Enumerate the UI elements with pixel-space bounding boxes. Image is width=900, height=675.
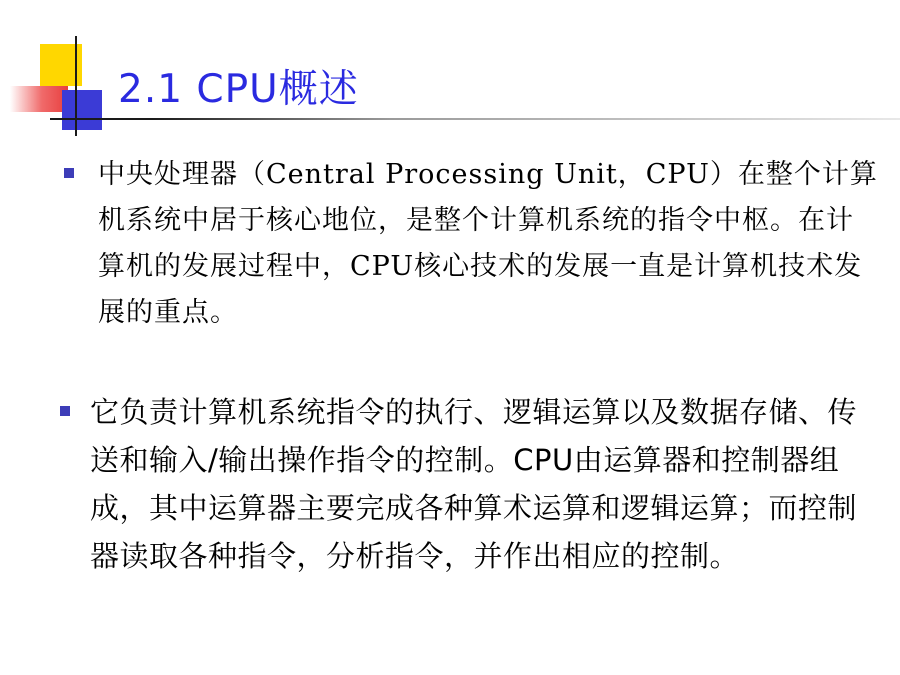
decor-red-bar — [10, 86, 68, 112]
slide-title: 2.1 CPU概述 — [118, 67, 359, 112]
bullet-text-2: 它负责计算机系统指令的执行、逻辑运算以及数据存储、传送和输入/输出操作指令的控制。CPU由运算器和控制器组成，其中运算器主要完成各种算术运算和逻辑运算；而控制器读取各种指令，分析指令，并作出相应的控制。 — [90, 395, 858, 573]
bullet-square-icon — [60, 406, 70, 416]
bullet-square-icon — [64, 168, 74, 178]
decor-blue-square — [62, 90, 102, 130]
title-underline — [50, 118, 900, 120]
bullet-text-1: 中央处理器（Central Processing Unit，CPU）在整个计算机系统中居于核心地位，是整个计算机系统的指令中枢。在计算机的发展过程中，CPU核心技术的发展一直是计算机技术发展的重点。 — [98, 159, 878, 328]
decor-vertical-line — [75, 36, 77, 136]
